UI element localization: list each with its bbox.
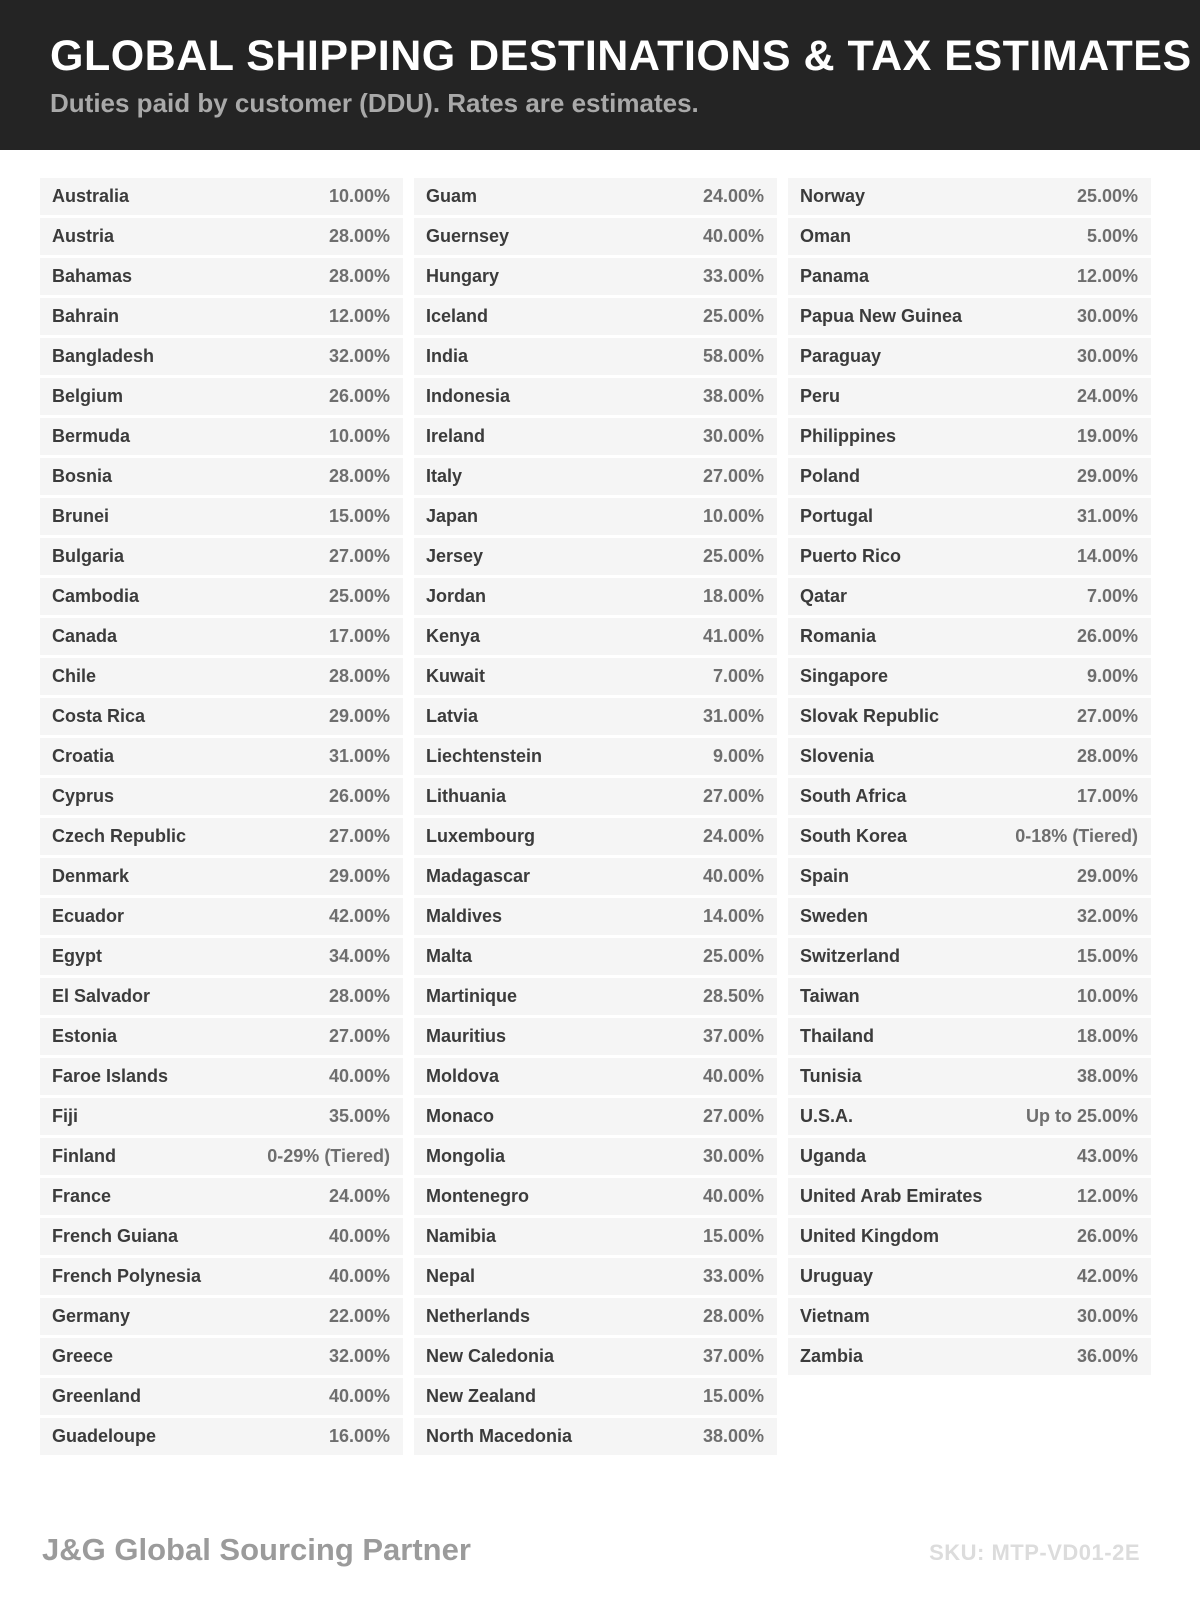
table-row (414, 1298, 777, 1335)
table-row (40, 378, 403, 415)
country-name: Poland (800, 466, 861, 486)
table-row (788, 698, 1151, 735)
tax-rate: 27.00% (328, 1026, 390, 1046)
table-row (40, 498, 403, 535)
tax-rate: 32.00% (328, 346, 390, 366)
table-row (40, 938, 403, 975)
tax-rate: 0-18% (Tiered) (1015, 826, 1138, 846)
country-name: Sweden (800, 906, 869, 926)
country-name: Peru (800, 386, 841, 406)
country-name: Thailand (800, 1026, 875, 1046)
tax-rate: 10.00% (328, 426, 390, 446)
tax-rate: 25.00% (702, 546, 764, 566)
table-row (788, 658, 1151, 695)
table-row (414, 818, 777, 855)
country-name: Zambia (800, 1346, 864, 1366)
country-name: Portugal (800, 506, 874, 526)
tax-rate: 30.00% (1076, 1306, 1138, 1326)
country-name: Monaco (426, 1106, 495, 1126)
tax-rate: 15.00% (702, 1386, 764, 1406)
country-name: Belgium (52, 386, 124, 406)
tax-rate: 28.00% (328, 986, 390, 1006)
tax-rate: 22.00% (328, 1306, 390, 1326)
tax-rate: 28.00% (328, 226, 390, 246)
table-row (40, 818, 403, 855)
tax-rate: 14.00% (1076, 546, 1138, 566)
country-name: Montenegro (426, 1186, 529, 1206)
tax-rate: 5.00% (1086, 226, 1138, 246)
country-name: Canada (52, 626, 118, 646)
tax-rate: 12.00% (1076, 266, 1138, 286)
country-name: Croatia (52, 746, 115, 766)
tax-rate: 9.00% (712, 746, 764, 766)
country-name: France (52, 1186, 112, 1206)
country-name: El Salvador (52, 986, 151, 1006)
table-row (414, 618, 777, 655)
tax-rate: 7.00% (1086, 586, 1138, 606)
country-name: Moldova (426, 1066, 500, 1086)
country-name: Puerto Rico (800, 546, 902, 566)
country-name: Costa Rica (52, 706, 146, 726)
country-name: South Korea (800, 826, 908, 846)
country-name: French Polynesia (52, 1266, 202, 1286)
table-row (788, 298, 1151, 335)
country-name: Bulgaria (52, 546, 125, 566)
country-name: Nepal (426, 1266, 476, 1286)
table-row (414, 298, 777, 335)
country-name: Bermuda (52, 426, 131, 446)
table-row (414, 1178, 777, 1215)
tax-rate: 25.00% (1076, 186, 1138, 206)
table-row (40, 1418, 403, 1455)
table-row (788, 1098, 1151, 1135)
country-name: Latvia (426, 706, 479, 726)
tax-rate: 42.00% (328, 906, 390, 926)
country-name: Cambodia (52, 586, 140, 606)
country-name: Guernsey (426, 226, 510, 246)
tax-rate: 58.00% (702, 346, 764, 366)
tax-rate: 31.00% (328, 746, 390, 766)
table-row (40, 1378, 403, 1415)
country-name: Lithuania (426, 786, 506, 806)
table-row (788, 1058, 1151, 1095)
tax-rate: 26.00% (1076, 1226, 1138, 1246)
table-row (788, 378, 1151, 415)
country-name: Guadeloupe (52, 1426, 157, 1446)
table-row (788, 818, 1151, 855)
table-row (40, 1178, 403, 1215)
country-name: Hungary (426, 266, 500, 286)
country-name: New Zealand (426, 1386, 537, 1406)
country-name: Norway (800, 186, 866, 206)
tax-rate: 33.00% (702, 266, 764, 286)
tax-rate: 35.00% (328, 1106, 390, 1126)
tax-rate: 27.00% (702, 466, 764, 486)
country-name: India (426, 346, 469, 366)
table-row (414, 1258, 777, 1295)
table-row (40, 458, 403, 495)
page-title: GLOBAL SHIPPING DESTINATIONS & TAX ESTIMATES (50, 32, 1192, 80)
country-name: Maldives (426, 906, 503, 926)
tax-rate: 38.00% (702, 386, 764, 406)
country-name: Ecuador (52, 906, 125, 926)
tax-rate: 17.00% (328, 626, 390, 646)
country-name: Ireland (426, 426, 486, 446)
country-name: Bangladesh (52, 346, 155, 366)
table-row (788, 1298, 1151, 1335)
tax-rate: 26.00% (328, 386, 390, 406)
table-row (40, 698, 403, 735)
tax-rate: 16.00% (328, 1426, 390, 1446)
tax-rate: 38.00% (1076, 1066, 1138, 1086)
table-row (414, 898, 777, 935)
country-name: Denmark (52, 866, 130, 886)
tax-rate: 40.00% (328, 1386, 390, 1406)
tax-rate: 19.00% (1076, 426, 1138, 446)
table-row (788, 218, 1151, 255)
table-row (414, 1098, 777, 1135)
tax-rate: 25.00% (702, 306, 764, 326)
country-name: Oman (800, 226, 852, 246)
table-row (40, 618, 403, 655)
tax-rate: 24.00% (702, 186, 764, 206)
table-row (788, 178, 1151, 215)
rates-column-1 (40, 178, 403, 1458)
table-row (40, 538, 403, 575)
country-name: Philippines (800, 426, 897, 446)
tax-rate: 38.00% (702, 1426, 764, 1446)
table-row (40, 978, 403, 1015)
country-name: Qatar (800, 586, 848, 606)
country-name: Greenland (52, 1386, 142, 1406)
tax-rate: 12.00% (328, 306, 390, 326)
table-row (40, 738, 403, 775)
country-name: Iceland (426, 306, 489, 326)
country-name: Jersey (426, 546, 484, 566)
country-name: United Arab Emirates (800, 1186, 983, 1206)
tax-rate: 29.00% (328, 706, 390, 726)
table-row (40, 218, 403, 255)
tax-rate: 40.00% (702, 1186, 764, 1206)
country-name: Spain (800, 866, 850, 886)
tax-rate: 10.00% (328, 186, 390, 206)
tax-rate: 7.00% (712, 666, 764, 686)
country-name: Liechtenstein (426, 746, 543, 766)
table-row (788, 858, 1151, 895)
table-row (788, 258, 1151, 295)
country-name: Singapore (800, 666, 889, 686)
country-name: Austria (52, 226, 115, 246)
country-name: Papua New Guinea (800, 306, 963, 326)
country-name: Panama (800, 266, 870, 286)
tax-rate: 36.00% (1076, 1346, 1138, 1366)
tax-rate: 18.00% (1076, 1026, 1138, 1046)
table-row (788, 418, 1151, 455)
table-row (788, 1138, 1151, 1175)
table-row (40, 1258, 403, 1295)
country-name: Tunisia (800, 1066, 862, 1086)
country-name: Malta (426, 946, 473, 966)
tax-rate: 10.00% (1076, 986, 1138, 1006)
table-row (40, 1338, 403, 1375)
tax-rate: 37.00% (702, 1346, 764, 1366)
tax-rate: 26.00% (328, 786, 390, 806)
table-row (414, 1418, 777, 1455)
tax-rate: 17.00% (1076, 786, 1138, 806)
table-row (414, 378, 777, 415)
country-name: Fiji (52, 1106, 78, 1126)
country-name: Chile (52, 666, 97, 686)
table-row (40, 338, 403, 375)
country-name: Mongolia (426, 1146, 505, 1166)
tax-rate: 31.00% (702, 706, 764, 726)
table-row (788, 778, 1151, 815)
country-name: Bahamas (52, 266, 133, 286)
table-row (414, 698, 777, 735)
tax-rate: 28.00% (1076, 746, 1138, 766)
brand-name: J&G Global Sourcing Partner (42, 1532, 471, 1567)
country-name: Kenya (426, 626, 481, 646)
tax-rate: 29.00% (1076, 866, 1138, 886)
table-row (788, 738, 1151, 775)
country-name: Czech Republic (52, 826, 187, 846)
table-row (788, 1178, 1151, 1215)
table-row (414, 858, 777, 895)
country-name: Indonesia (426, 386, 511, 406)
table-row (40, 258, 403, 295)
table-row (414, 498, 777, 535)
tax-rate: 24.00% (328, 1186, 390, 1206)
tax-rate: 33.00% (702, 1266, 764, 1286)
table-row (414, 258, 777, 295)
tax-rate: 32.00% (1076, 906, 1138, 926)
tax-rate: 40.00% (328, 1066, 390, 1086)
tax-rate: 27.00% (328, 826, 390, 846)
table-row (788, 578, 1151, 615)
page-header (0, 0, 1200, 150)
tax-rate: 10.00% (702, 506, 764, 526)
tax-rate: 41.00% (702, 626, 764, 646)
tax-rate: 26.00% (1076, 626, 1138, 646)
table-row (40, 1018, 403, 1055)
table-row (40, 658, 403, 695)
tax-rate: 29.00% (1076, 466, 1138, 486)
table-row (414, 578, 777, 615)
tax-rate: 18.00% (702, 586, 764, 606)
country-name: Estonia (52, 1026, 118, 1046)
page-footer (42, 1532, 1140, 1568)
country-name: Germany (52, 1306, 131, 1326)
table-row (414, 1058, 777, 1095)
country-name: Italy (426, 466, 463, 486)
table-row (414, 1218, 777, 1255)
tax-rate: 31.00% (1076, 506, 1138, 526)
country-name: South Africa (800, 786, 907, 806)
table-row (788, 1338, 1151, 1375)
country-name: North Macedonia (426, 1426, 573, 1446)
table-row (414, 458, 777, 495)
tax-rate: 28.00% (328, 466, 390, 486)
table-row (788, 1218, 1151, 1255)
tax-rate: 24.00% (702, 826, 764, 846)
country-name: Faroe Islands (52, 1066, 169, 1086)
table-row (414, 1138, 777, 1175)
table-row (788, 618, 1151, 655)
table-row (788, 498, 1151, 535)
tax-rate: 40.00% (328, 1266, 390, 1286)
country-name: French Guiana (52, 1226, 179, 1246)
table-row (414, 658, 777, 695)
tax-rate: 15.00% (1076, 946, 1138, 966)
country-name: Luxembourg (426, 826, 536, 846)
tax-rate: 30.00% (702, 1146, 764, 1166)
tax-rate: 0-29% (Tiered) (267, 1146, 390, 1166)
tax-rate: 40.00% (702, 226, 764, 246)
table-row (788, 898, 1151, 935)
country-name: Paraguay (800, 346, 882, 366)
country-name: Guam (426, 186, 478, 206)
table-row (414, 978, 777, 1015)
tax-rate: 32.00% (328, 1346, 390, 1366)
table-row (788, 338, 1151, 375)
tax-rate: 29.00% (328, 866, 390, 886)
table-row (40, 1218, 403, 1255)
country-name: Slovenia (800, 746, 875, 766)
tax-rate: 27.00% (1076, 706, 1138, 726)
country-name: Bosnia (52, 466, 113, 486)
country-name: Finland (52, 1146, 116, 1166)
country-name: Japan (426, 506, 479, 526)
table-row (40, 578, 403, 615)
table-row (788, 1018, 1151, 1055)
table-row (40, 1138, 403, 1175)
country-name: Martinique (426, 986, 518, 1006)
table-row (414, 218, 777, 255)
table-row (414, 738, 777, 775)
table-row (788, 1258, 1151, 1295)
tax-rate: 34.00% (328, 946, 390, 966)
table-row (788, 978, 1151, 1015)
country-name: Namibia (426, 1226, 497, 1246)
table-row (40, 178, 403, 215)
table-row (414, 338, 777, 375)
tax-rate: 40.00% (328, 1226, 390, 1246)
table-row (414, 538, 777, 575)
country-name: Kuwait (426, 666, 486, 686)
table-row (788, 938, 1151, 975)
tax-rate: 37.00% (702, 1026, 764, 1046)
table-row (414, 1338, 777, 1375)
country-name: Switzerland (800, 946, 901, 966)
table-row (414, 1378, 777, 1415)
tax-rate: 43.00% (1076, 1146, 1138, 1166)
tax-rate: 27.00% (702, 1106, 764, 1126)
table-row (414, 778, 777, 815)
tax-rate: 42.00% (1076, 1266, 1138, 1286)
country-name: Uruguay (800, 1266, 874, 1286)
country-name: Egypt (52, 946, 103, 966)
country-name: United Kingdom (800, 1226, 939, 1246)
tax-rate: 12.00% (1076, 1186, 1138, 1206)
tax-rate: 30.00% (1076, 306, 1138, 326)
tax-rate: 30.00% (1076, 346, 1138, 366)
table-row (40, 1058, 403, 1095)
tax-rate: 25.00% (702, 946, 764, 966)
country-name: Vietnam (800, 1306, 870, 1326)
table-row (788, 458, 1151, 495)
tax-rate: 28.00% (328, 666, 390, 686)
country-name: Romania (800, 626, 877, 646)
country-name: Greece (52, 1346, 114, 1366)
table-row (40, 298, 403, 335)
tax-rate: 40.00% (702, 866, 764, 886)
rates-column-3 (788, 178, 1151, 1458)
country-name: Taiwan (800, 986, 860, 1006)
tax-rate: 27.00% (702, 786, 764, 806)
table-row (414, 178, 777, 215)
page-subtitle: Duties paid by customer (DDU). Rates are estimates. (50, 88, 699, 119)
country-name: Bahrain (52, 306, 120, 326)
table-row (414, 418, 777, 455)
tax-rate: 28.00% (702, 1306, 764, 1326)
tax-rate: 15.00% (702, 1226, 764, 1246)
country-name: Mauritius (426, 1026, 507, 1046)
table-row (40, 1098, 403, 1135)
tax-rate: 28.00% (328, 266, 390, 286)
rates-column-2 (414, 178, 777, 1458)
tax-rate: 28.50% (702, 986, 764, 1006)
country-name: Cyprus (52, 786, 115, 806)
tax-rate: 14.00% (702, 906, 764, 926)
tax-rate: 24.00% (1076, 386, 1138, 406)
table-row (40, 418, 403, 455)
tax-rate: 25.00% (328, 586, 390, 606)
tax-rate: 27.00% (328, 546, 390, 566)
table-row (40, 898, 403, 935)
country-name: Netherlands (426, 1306, 531, 1326)
country-name: New Caledonia (426, 1346, 555, 1366)
table-row (40, 1298, 403, 1335)
country-name: Brunei (52, 506, 110, 526)
table-row (40, 858, 403, 895)
tax-rate: 30.00% (702, 426, 764, 446)
tax-rate: Up to 25.00% (1025, 1106, 1138, 1126)
table-row (788, 538, 1151, 575)
rates-table (40, 178, 1151, 1458)
country-name: Madagascar (426, 866, 531, 886)
sku-label: SKU: MTP-VD01-2E (929, 1540, 1140, 1565)
table-row (40, 778, 403, 815)
table-row (414, 938, 777, 975)
country-name: U.S.A. (800, 1106, 854, 1126)
country-name: Slovak Republic (800, 706, 940, 726)
tax-rate: 15.00% (328, 506, 390, 526)
country-name: Jordan (426, 586, 487, 606)
tax-rate: 9.00% (1086, 666, 1138, 686)
table-row (414, 1018, 777, 1055)
country-name: Uganda (800, 1146, 867, 1166)
tax-rate: 40.00% (702, 1066, 764, 1086)
country-name: Australia (52, 186, 130, 206)
